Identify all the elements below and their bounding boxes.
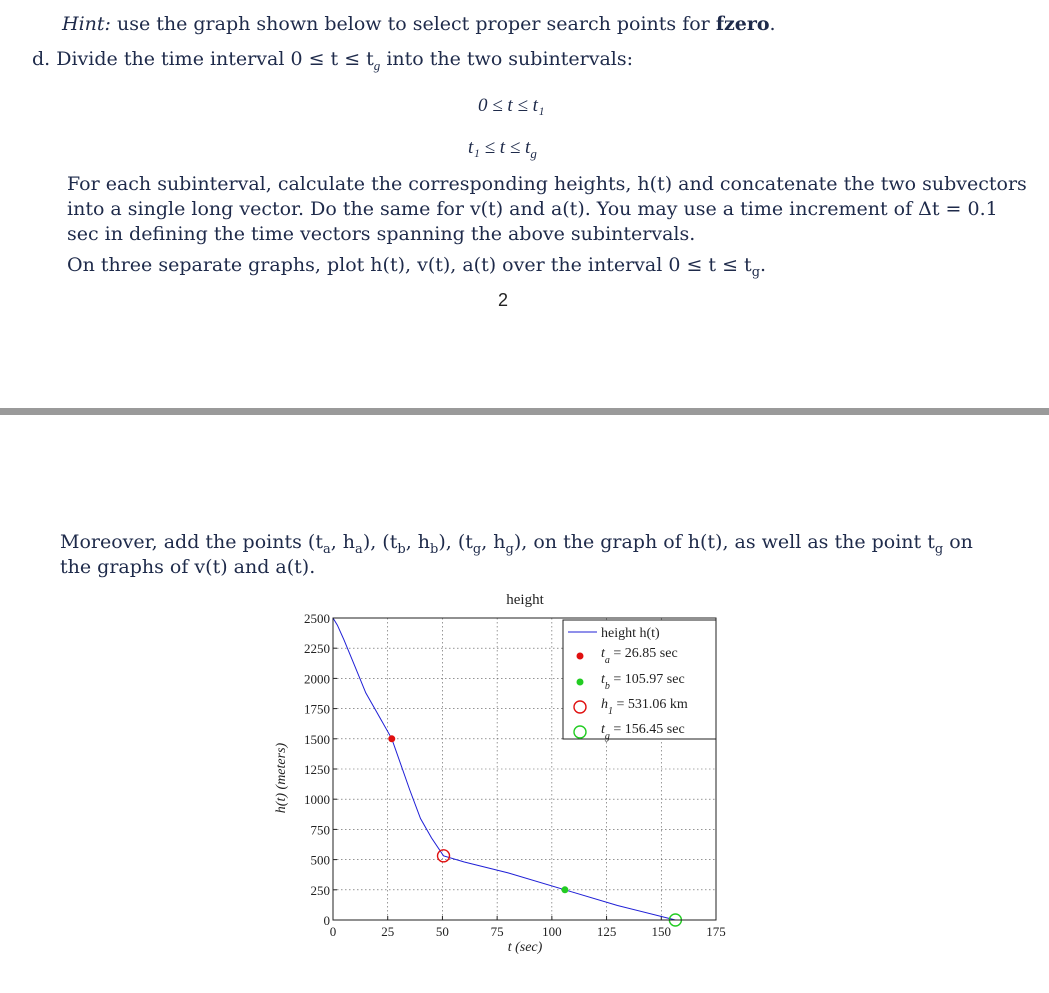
page-number: 2 <box>498 290 509 310</box>
legend-tg-sub: g <box>604 731 610 742</box>
y-tick-label: 2500 <box>304 611 330 626</box>
item-d-text: Divide the time interval 0 ≤ t ≤ t <box>56 48 374 70</box>
moreover-sub-c: a <box>355 541 363 557</box>
legend-h1-h: h <box>601 697 608 712</box>
moreover-line-2: the graphs of v(t) and a(t). <box>60 556 316 578</box>
paragraph-line-3: sec in defining the time vectors spanning the above subintervals. <box>67 223 696 245</box>
legend-ta-marker <box>577 653 584 660</box>
moreover-text-b: , h <box>330 531 356 553</box>
y-tick-label: 250 <box>310 882 330 898</box>
paragraph-line-4 <box>67 253 766 285</box>
y-tick-label: 1500 <box>304 731 330 747</box>
legend-tg-value: = 156.45 sec <box>609 722 685 737</box>
hint-line <box>62 12 776 37</box>
y-tick-label: 1250 <box>304 762 330 777</box>
chart-ylabel: h(t) (meters) <box>274 742 289 814</box>
hint-text: use the graph shown below to select proper search points for <box>110 13 716 35</box>
moreover-text-h: ), (t <box>438 531 473 553</box>
equation-2-text: t₁ ≤ t ≤ t <box>468 137 531 158</box>
equation-1: 0 ≤ t ≤ t₁ <box>478 95 545 116</box>
x-tick-label: 125 <box>596 924 617 939</box>
x-tick-label: 100 <box>542 924 562 939</box>
hint-end: . <box>769 13 776 35</box>
legend-tb-sub: b <box>604 681 610 692</box>
paragraph-line-4-text: On three separate graphs, plot h(t), v(t), a(t) over the interval 0 ≤ t ≤ t <box>67 254 752 276</box>
chart-title: height <box>506 592 544 608</box>
x-tick-label: 25 <box>381 924 395 939</box>
paragraph-line-4-sub: g <box>751 264 761 280</box>
y-tick-label: 750 <box>310 822 330 838</box>
legend-line-label: height h(t) <box>601 626 660 641</box>
paragraph-line-1: For each subinterval, calculate the corresponding heights, h(t) and concatenate the two subvectors <box>67 173 1027 195</box>
legend-ta-t: t <box>601 646 605 661</box>
item-d-label: d. <box>32 48 51 70</box>
hint-function: fzero <box>715 13 770 35</box>
x-tick-label: 75 <box>490 924 504 939</box>
hint-label: Hint: <box>62 13 111 35</box>
y-tick-label: 2250 <box>304 641 330 657</box>
legend-tb-marker <box>577 679 584 686</box>
equation-2-sub: g <box>530 145 537 161</box>
legend-tg-t: t <box>601 722 605 737</box>
x-tick-label: 150 <box>651 924 672 939</box>
data-point-filled <box>561 886 568 893</box>
moreover-text-a: Moreover, add the points (t <box>60 531 323 553</box>
equation-2 <box>468 137 537 162</box>
x-tick-label: 0 <box>329 924 337 939</box>
y-tick-label: 500 <box>310 852 330 868</box>
chart-legend <box>563 620 716 742</box>
moreover-sub-g: b <box>430 541 439 557</box>
moreover-sub-e: b <box>397 541 406 557</box>
height-chart-svg <box>262 588 742 958</box>
x-tick-label: 50 <box>435 924 449 939</box>
legend-ta-sub: a <box>604 655 610 666</box>
paragraph-line-4-end: . <box>760 254 767 276</box>
y-tick-label: 2000 <box>304 671 330 687</box>
legend-tb-value: = 105.97 sec <box>609 672 685 687</box>
height-chart <box>262 588 742 958</box>
paragraph-line-2: into a single long vector. Do the same for v(t) and a(t). You may use a time increment of Δt = 0.1 <box>67 198 998 220</box>
legend-h1-sub: 1 <box>608 706 613 717</box>
item-d-sub: g <box>373 57 381 73</box>
item-d-tail: into the two subintervals: <box>380 48 634 70</box>
moreover-sub-m: g <box>934 541 944 557</box>
legend-h1-value: = 531.06 km <box>613 697 688 712</box>
x-tick-label: 175 <box>706 924 726 939</box>
legend-tb-t: t <box>601 672 605 687</box>
legend-ta-value: = 26.85 sec <box>609 646 678 661</box>
item-d <box>32 47 633 78</box>
y-tick-label: 0 <box>323 913 330 928</box>
moreover-sub-k: g <box>505 541 514 557</box>
point-layer <box>388 735 681 926</box>
y-tick-label: 1750 <box>304 701 330 717</box>
chart-xlabel: t (sec) <box>507 940 543 955</box>
moreover-sub-i: g <box>472 541 482 557</box>
data-point-filled <box>388 735 395 742</box>
page-divider <box>0 408 1049 415</box>
moreover-text-l: ), on the graph of h(t), as well as the point t <box>513 531 935 553</box>
y-tick-label: 1000 <box>304 792 330 808</box>
moreover-text-d: ), (t <box>362 531 398 553</box>
moreover-text-n: on <box>943 531 973 553</box>
moreover-sub-a: a <box>322 541 331 557</box>
moreover-text-j: , h <box>481 531 506 553</box>
moreover-text-f: , h <box>405 531 431 553</box>
